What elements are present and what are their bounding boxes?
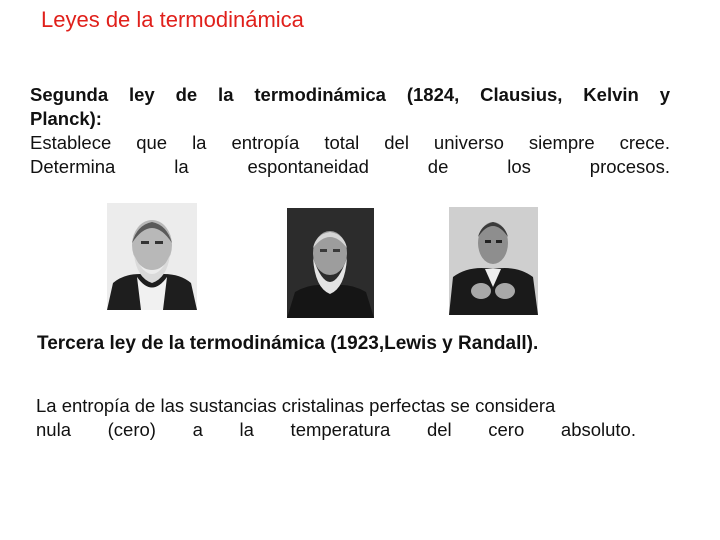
second-law-heading-line2: Planck): bbox=[30, 108, 102, 129]
kelvin-portrait bbox=[287, 208, 374, 318]
second-law-heading-line1: Segunda ley de la termodinámica (1824, Clausius, Kelvin y bbox=[30, 84, 670, 105]
third-law-body bbox=[36, 394, 636, 442]
second-law-body-line1: Establece que la entropía total del universo siempre crece. bbox=[30, 132, 670, 153]
second-law-body-line2: Determina la espontaneidad de los procesos. bbox=[30, 156, 670, 177]
third-law-body-line1: La entropía de las sustancias cristalinas perfectas se considera bbox=[36, 395, 556, 416]
third-law-body-line2: nula (cero) a la temperatura del cero absoluto. bbox=[36, 419, 636, 440]
third-law-heading: Tercera ley de la termodinámica (1923,Lewis y Randall). bbox=[37, 333, 539, 354]
planck-portrait bbox=[449, 207, 538, 315]
slide-title: Leyes de la termodinámica bbox=[41, 7, 304, 32]
second-law-section bbox=[30, 83, 670, 179]
clausius-portrait bbox=[107, 203, 197, 310]
